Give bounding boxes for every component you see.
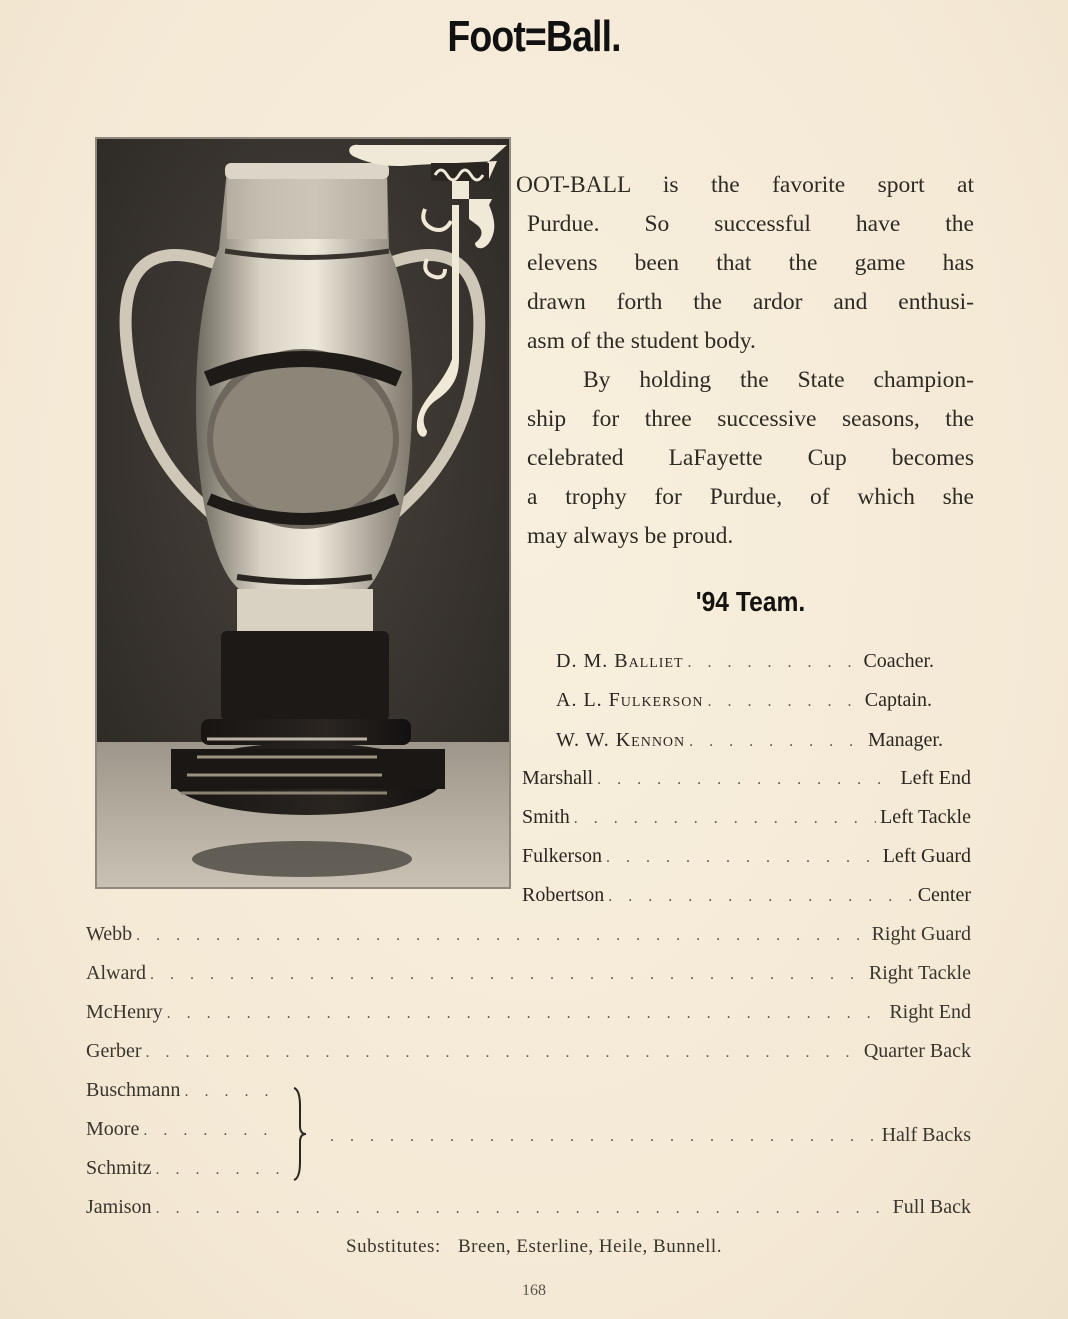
substitutes-line <box>0 1236 1068 1258</box>
player-name: Robertson <box>522 884 605 906</box>
player-name: Moore <box>86 1118 140 1140</box>
player-name: Schmitz <box>86 1157 152 1179</box>
paragraph-line: OOT-BALL is the favorite sport at <box>516 172 974 198</box>
officer-row <box>556 689 932 712</box>
player-name: Fulkerson <box>522 845 602 867</box>
leader-dots <box>146 1044 860 1062</box>
player-position: Quarter Back <box>863 1040 971 1062</box>
leader-dots <box>707 693 860 711</box>
leader-dots <box>167 1005 886 1023</box>
player-position: Half Backs <box>881 1124 971 1146</box>
paragraph-line: celebrated LaFayette Cup becomes <box>527 445 974 471</box>
officer-row <box>556 729 943 752</box>
player-position: Right Guard <box>871 923 971 945</box>
leader-dots <box>574 810 876 828</box>
officer-row <box>556 650 934 673</box>
intro-paragraph-1 <box>516 166 974 361</box>
player-row <box>522 884 971 907</box>
lafayette-cup-image <box>97 139 509 887</box>
player-position: Left End <box>900 767 971 789</box>
substitutes-label: Substitutes: <box>346 1236 441 1257</box>
halfback-name-row <box>86 1079 286 1102</box>
player-row <box>522 845 971 868</box>
leader-dots <box>606 849 879 867</box>
officer-name: A. L. Fulkerson <box>556 689 704 711</box>
leader-dots <box>136 927 867 945</box>
officer-role: Coacher. <box>863 650 934 672</box>
paragraph-line: ship for three successive seasons, the <box>527 406 974 432</box>
leader-dots <box>688 654 860 672</box>
player-row <box>86 1196 971 1219</box>
trophy-photo <box>95 137 511 889</box>
player-name: McHenry <box>86 1001 163 1023</box>
officer-role: Manager. <box>868 729 943 751</box>
leader-dots <box>689 733 864 751</box>
player-position: Full Back <box>892 1196 971 1218</box>
paragraph-line: Purdue. So successful have the <box>527 211 974 237</box>
substitutes-names: Breen, Esterline, Heile, Bunnell. <box>457 1236 722 1257</box>
halfback-name-row <box>86 1118 286 1141</box>
player-name: Webb <box>86 923 133 945</box>
player-name: Jamison <box>86 1196 152 1218</box>
page-title: Foot=Ball. <box>447 12 621 61</box>
paragraph-line: drawn forth the ardor and enthusi- <box>527 289 974 315</box>
player-row <box>86 962 971 985</box>
leader-dots <box>597 771 896 789</box>
leader-dots <box>156 1200 889 1218</box>
player-name: Gerber <box>86 1040 142 1062</box>
officer-role: Captain. <box>864 689 932 711</box>
player-position: Right End <box>889 1001 971 1023</box>
brace-icon <box>290 1086 310 1182</box>
halfback-name-row <box>86 1157 286 1180</box>
leader-dots <box>330 1128 878 1146</box>
halfback-position-row <box>330 1124 971 1147</box>
officer-name: D. M. Balliet <box>556 650 684 672</box>
intro-paragraph-2 <box>527 361 974 556</box>
player-name: Marshall <box>522 767 594 789</box>
player-row <box>522 806 971 829</box>
leader-dots <box>184 1083 282 1101</box>
leader-dots <box>143 1122 282 1140</box>
officer-name: W. W. Kennon <box>556 729 686 751</box>
player-position: Center <box>917 884 971 906</box>
player-position: Left Guard <box>882 845 971 867</box>
team-heading: '94 Team. <box>695 586 806 617</box>
player-name: Smith <box>522 806 570 828</box>
player-row <box>86 1001 971 1024</box>
paragraph-line: By holding the State champion- <box>583 367 974 393</box>
player-row <box>522 767 971 790</box>
player-row <box>86 923 971 946</box>
paragraph-line: a trophy for Purdue, of which she <box>527 484 974 510</box>
leader-dots <box>156 1161 282 1179</box>
player-row <box>86 1040 971 1063</box>
player-position: Right Tackle <box>868 962 971 984</box>
paragraph-line: may always be proud. <box>527 523 734 549</box>
player-name: Buschmann <box>86 1079 181 1101</box>
paragraph-line: elevens been that the game has <box>527 250 974 276</box>
leader-dots <box>150 966 865 984</box>
leader-dots <box>608 888 913 906</box>
player-name: Alward <box>86 962 146 984</box>
paragraph-line: asm of the student body. <box>527 328 756 354</box>
player-position: Left Tackle <box>880 806 971 828</box>
page-number: 168 <box>522 1282 546 1299</box>
